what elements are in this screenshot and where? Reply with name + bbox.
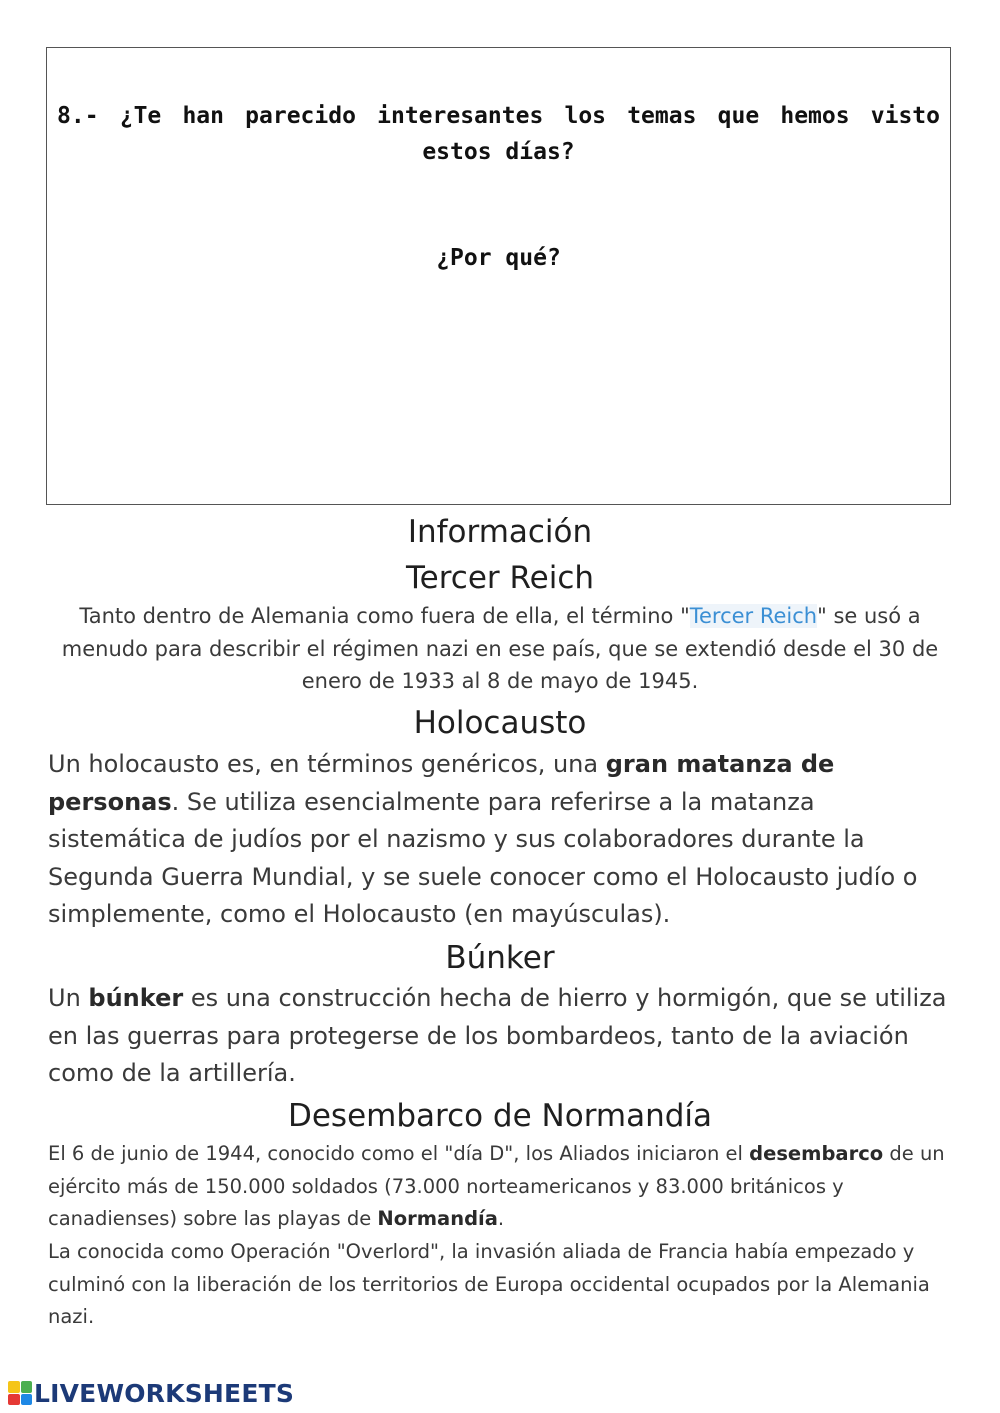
info-heading: Información [407,514,593,550]
paragraph-bunker: Un búnker es una construcción hecha de hierro y hormigón, que se utiliza en las guerras para protegerse de los bombardeos, tanto de la aviación como de la artillería. [48,984,947,1087]
bold-gran-matanza: gran matanza de personas [48,750,835,816]
section-title-bunker: Búnker [445,940,555,976]
paragraph-normandia-1: El 6 de junio de 1944, conocido como el "día D", los Aliados iniciaron el desembarco de un ejército más de 150.000 soldados (73.000 norteamericanos y 83.000 británicos y canadienses) sobre las playas de Normandía. [48,1142,945,1230]
tercer-reich-link[interactable]: Tercer Reich [689,604,818,628]
bold-normandia: Normandía [377,1207,498,1230]
answer-box[interactable] [46,47,951,505]
question-title: 8.- ¿Te han parecido interesantes los temas que hemos visto estos días? [57,103,940,165]
logo-text: LIVEWORKSHEETS [34,1378,295,1408]
question-why: ¿Por qué? [436,245,561,271]
section-title-holocausto: Holocausto [413,705,587,741]
logo-icon [8,1381,32,1405]
bold-bunker: búnker [88,984,184,1012]
liveworksheets-logo[interactable] [8,1378,294,1408]
bold-desembarco: desembarco [749,1142,884,1165]
paragraph-normandia-2: La conocida como Operación "Overlord", la invasión aliada de Francia había empezado y culminó con la liberación de los territorios de Europa occidental ocupados por la Alemania nazi. [48,1240,930,1328]
paragraph-tercer-reich: Tanto dentro de Alemania como fuera de ella, el término "Tercer Reich" se usó a menudo para describir el régimen nazi en ese país, que se extendió desde el 30 de enero de 1933 al 8 de mayo de 1945. [61,604,939,693]
section-title-normandia: Desembarco de Normandía [287,1098,713,1134]
section-title-tercer-reich: Tercer Reich [405,560,595,596]
paragraph-holocausto: Un holocausto es, en términos genéricos, una gran matanza de personas. Se utiliza esencialmente para referirse a la matanza sistemática de judíos por el nazismo y sus colaboradores durante la Segunda Guerra Mundial, y se suele conocer como el Holocausto judío o simplemente, como el Holocausto (en mayúsculas). [48,750,918,928]
